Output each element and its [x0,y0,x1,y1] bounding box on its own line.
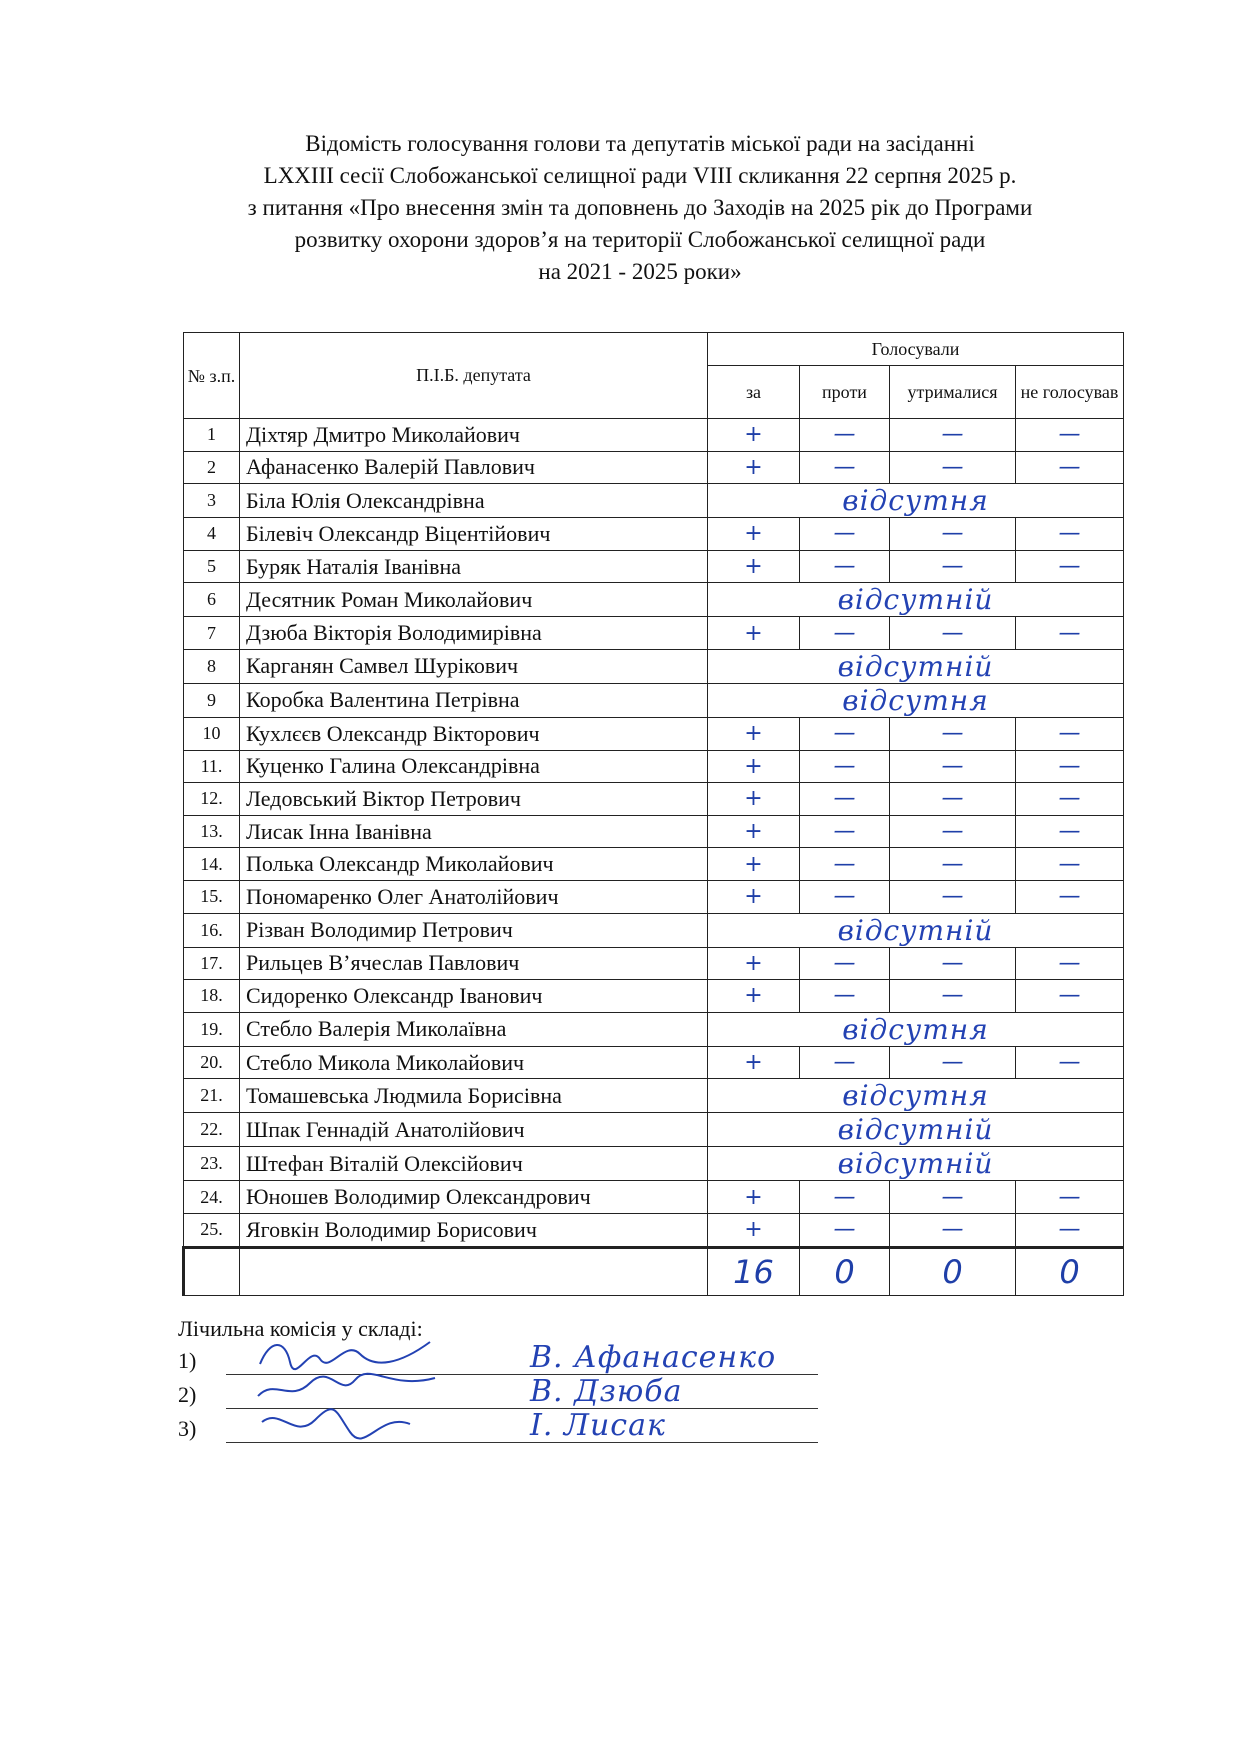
table-row [184,550,1124,583]
vote-utrymalysia: — [890,1213,1016,1247]
row-number: 10 [184,717,240,750]
vote-za: + [708,1181,800,1214]
vote-proty: — [800,419,890,452]
vote-za: + [708,717,800,750]
table-row [184,583,1124,617]
deputy-name: Яговкін Володимир Борисович [240,1213,708,1247]
row-number: 20. [184,1046,240,1079]
row-number: 14. [184,848,240,881]
deputy-name: Полька Олександр Миколайович [240,848,708,881]
deputy-name: Сидоренко Олександр Іванович [240,980,708,1013]
vote-ne-holosuvav: — [1016,518,1124,551]
deputy-name: Лисак Інна Іванівна [240,815,708,848]
deputy-name: Дзюба Вікторія Володимирівна [240,617,708,650]
vote-proty: — [800,717,890,750]
totals-row [184,1247,1124,1295]
vote-utrymalysia: — [890,815,1016,848]
vote-za: + [708,815,800,848]
table-row [184,683,1124,717]
title-line-3: з питання «Про внесення змін та доповнень до Заходів на 2025 рік до Програми [247,195,1033,220]
row-number: 9 [184,683,240,717]
table-row [184,750,1124,783]
vote-utrymalysia: — [890,980,1016,1013]
vote-utrymalysia: — [890,750,1016,783]
vote-proty: — [800,518,890,551]
row-number: 3 [184,484,240,518]
row-number: 23. [184,1147,240,1181]
document-title [140,128,1140,288]
table-row [184,1046,1124,1079]
vote-za: + [708,419,800,452]
table-row [184,1012,1124,1046]
vote-za: + [708,617,800,650]
row-number: 25. [184,1213,240,1247]
table-row [184,518,1124,551]
deputy-name: Діхтяр Дмитро Миколайович [240,419,708,452]
total-proty: 0 [800,1247,890,1295]
deputy-name: Юношев Володимир Олександрович [240,1181,708,1214]
row-number: 21. [184,1079,240,1113]
deputy-name: Шпак Геннадій Анатолійович [240,1113,708,1147]
vote-ne-holosuvav: — [1016,947,1124,980]
vote-ne-holosuvav: — [1016,880,1124,913]
vote-proty: — [800,617,890,650]
vote-utrymalysia: — [890,717,1016,750]
vote-proty: — [800,880,890,913]
member-number: 3) [178,1416,197,1441]
vote-za: + [708,980,800,1013]
row-number: 11. [184,750,240,783]
title-line-5: на 2021 - 2025 роки» [538,259,742,284]
voting-table [182,332,1124,1296]
vote-utrymalysia: — [890,550,1016,583]
vote-ne-holosuvav: — [1016,1181,1124,1214]
member-number: 2) [178,1382,197,1407]
vote-utrymalysia: — [890,1046,1016,1079]
absent-note: відсутній [708,583,1124,617]
total-ne-holosuvav: 0 [1016,1247,1124,1295]
header-voted: Голосували [708,333,1124,366]
row-number: 13. [184,815,240,848]
table-row [184,980,1124,1013]
header-name: П.І.Б. депутата [240,333,708,419]
table-row [184,1147,1124,1181]
header-proty: проти [800,366,890,419]
signature-3 [250,1402,440,1442]
vote-ne-holosuvav: — [1016,717,1124,750]
total-utrymalysia: 0 [890,1247,1016,1295]
member-number: 1) [178,1348,197,1373]
table-row [184,1213,1124,1247]
vote-ne-holosuvav: — [1016,848,1124,881]
member-name: І. Лисак [530,1408,666,1443]
vote-za: + [708,550,800,583]
row-number: 22. [184,1113,240,1147]
table-row [184,947,1124,980]
vote-proty: — [800,815,890,848]
vote-ne-holosuvav: — [1016,980,1124,1013]
vote-proty: — [800,947,890,980]
deputy-name: Стебло Валерія Миколаївна [240,1012,708,1046]
vote-proty: — [800,1213,890,1247]
vote-utrymalysia: — [890,848,1016,881]
row-number: 24. [184,1181,240,1214]
absent-note: відсутня [708,1012,1124,1046]
title-line-1: Відомість голосування голови та депутатів міської ради на засіданні [305,131,975,156]
vote-za: + [708,1213,800,1247]
table-row [184,419,1124,452]
commission-member-3 [178,1408,878,1450]
deputy-name: Білевіч Олександр Віцентійович [240,518,708,551]
table-row [184,649,1124,683]
deputy-name: Куценко Галина Олександрівна [240,750,708,783]
vote-za: + [708,783,800,816]
table-row [184,1113,1124,1147]
absent-note: відсутній [708,649,1124,683]
vote-za: + [708,451,800,484]
row-number: 16. [184,913,240,947]
vote-utrymalysia: — [890,617,1016,650]
member-name: В. Дзюба [530,1374,683,1409]
vote-za: + [708,848,800,881]
row-number: 19. [184,1012,240,1046]
total-za: 16 [708,1247,800,1295]
row-number: 6 [184,583,240,617]
header-num: № з.п. [184,333,240,419]
title-line-2: LXXIII сесії Слобожанської селищної ради VIII скликання 22 серпня 2025 р. [263,163,1017,188]
vote-proty: — [800,451,890,484]
vote-proty: — [800,783,890,816]
vote-proty: — [800,750,890,783]
vote-za: + [708,1046,800,1079]
table-row [184,451,1124,484]
vote-za: + [708,880,800,913]
deputy-name: Біла Юлія Олександрівна [240,484,708,518]
vote-utrymalysia: — [890,518,1016,551]
row-number: 5 [184,550,240,583]
row-number: 12. [184,783,240,816]
vote-za: + [708,518,800,551]
vote-utrymalysia: — [890,1181,1016,1214]
vote-utrymalysia: — [890,419,1016,452]
deputy-name: Різван Володимир Петрович [240,913,708,947]
total-name [240,1247,708,1295]
absent-note: відсутній [708,1147,1124,1181]
table-row [184,717,1124,750]
absent-note: відсутня [708,1079,1124,1113]
deputy-name: Коробка Валентина Петрівна [240,683,708,717]
vote-ne-holosuvav: — [1016,750,1124,783]
vote-utrymalysia: — [890,880,1016,913]
vote-utrymalysia: — [890,451,1016,484]
deputy-name: Ледовський Віктор Петрович [240,783,708,816]
member-name: В. Афанасенко [530,1340,777,1375]
vote-proty: — [800,550,890,583]
absent-note: відсутня [708,683,1124,717]
vote-proty: — [800,980,890,1013]
header-utrymalysia: утрималися [890,366,1016,419]
table-row [184,484,1124,518]
total-num [184,1247,240,1295]
vote-proty: — [800,848,890,881]
deputy-name: Десятник Роман Миколайович [240,583,708,617]
deputy-name: Буряк Наталія Іванівна [240,550,708,583]
counting-commission [178,1316,878,1450]
commission-label: Лічильна комісія у складі: [178,1316,423,1341]
vote-proty: — [800,1181,890,1214]
table-row [184,880,1124,913]
deputy-name: Карганян Самвел Шурікович [240,649,708,683]
vote-ne-holosuvav: — [1016,451,1124,484]
vote-ne-holosuvav: — [1016,617,1124,650]
signature-line [226,1442,818,1443]
deputy-name: Томашевська Людмила Борисівна [240,1079,708,1113]
absent-note: відсутній [708,1113,1124,1147]
row-number: 18. [184,980,240,1013]
title-line-4: розвитку охорони здоров’я на території Слобожанської селищної ради [294,227,986,252]
row-number: 17. [184,947,240,980]
absent-note: відсутній [708,913,1124,947]
deputy-name: Пономаренко Олег Анатолійович [240,880,708,913]
table-row [184,783,1124,816]
deputy-name: Рильцев В’ячеслав Павлович [240,947,708,980]
vote-za: + [708,750,800,783]
deputy-name: Кухлєєв Олександр Вікторович [240,717,708,750]
header-za: за [708,366,800,419]
vote-utrymalysia: — [890,783,1016,816]
table-row [184,848,1124,881]
header-ne-holosuvav: не голосував [1016,366,1124,419]
deputy-name: Афанасенко Валерій Павлович [240,451,708,484]
vote-ne-holosuvav: — [1016,1046,1124,1079]
table-row [184,617,1124,650]
vote-ne-holosuvav: — [1016,783,1124,816]
absent-note: відсутня [708,484,1124,518]
table-body [184,419,1124,1248]
vote-proty: — [800,1046,890,1079]
vote-ne-holosuvav: — [1016,1213,1124,1247]
row-number: 2 [184,451,240,484]
vote-za: + [708,947,800,980]
vote-utrymalysia: — [890,947,1016,980]
vote-ne-holosuvav: — [1016,815,1124,848]
deputy-name: Штефан Віталій Олексійович [240,1147,708,1181]
row-number: 1 [184,419,240,452]
row-number: 4 [184,518,240,551]
deputy-name: Стебло Микола Миколайович [240,1046,708,1079]
vote-ne-holosuvav: — [1016,550,1124,583]
table-row [184,1079,1124,1113]
row-number: 7 [184,617,240,650]
table-row [184,815,1124,848]
row-number: 8 [184,649,240,683]
table-row [184,1181,1124,1214]
row-number: 15. [184,880,240,913]
vote-ne-holosuvav: — [1016,419,1124,452]
table-row [184,913,1124,947]
